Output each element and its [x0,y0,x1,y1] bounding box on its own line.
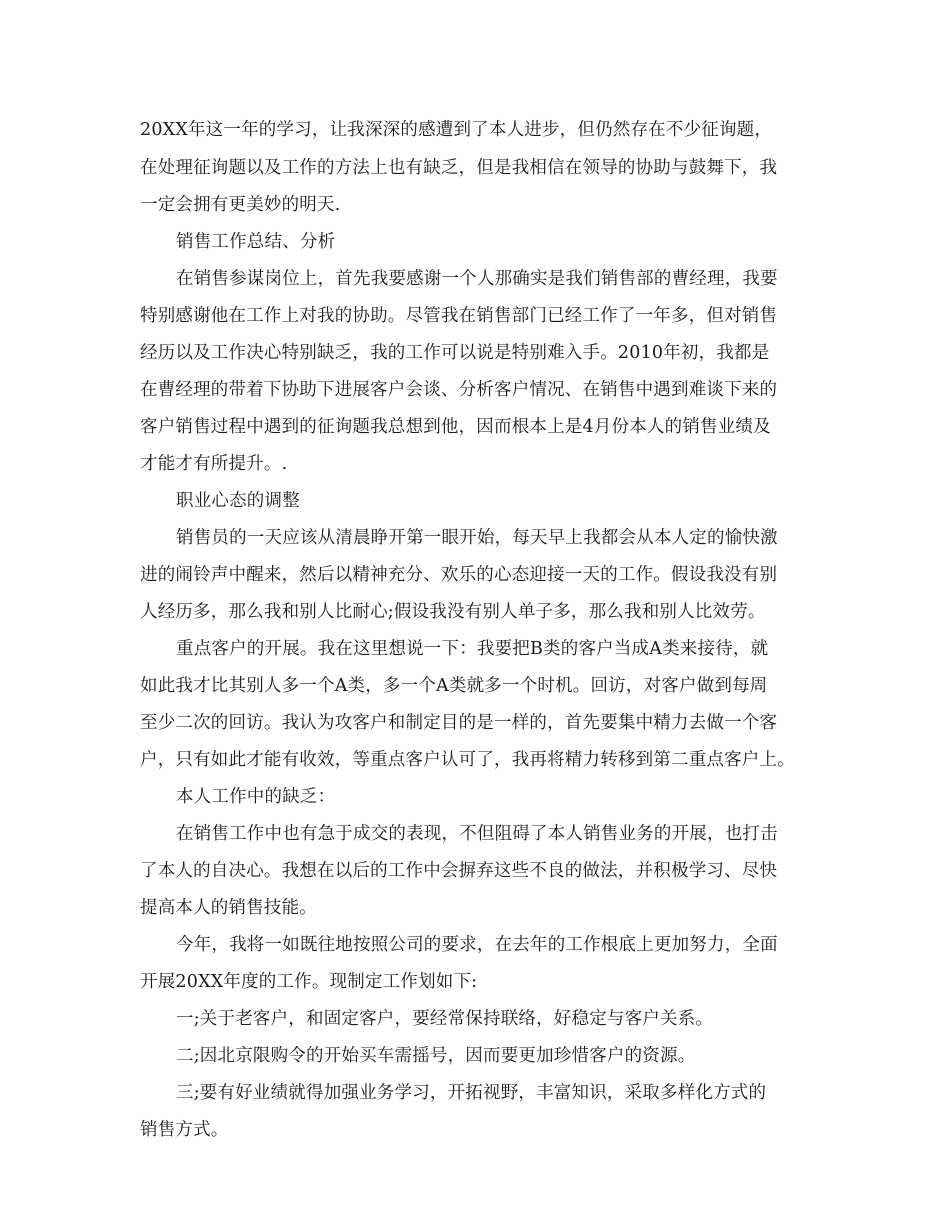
paragraph-line: 销售员的一天应该从清晨睁开第一眼开始，每天早上我都会从本人定的愉快激 [176,528,778,548]
paragraph-line: 客户销售过程中遇到的征询题我总想到他，因而根本上是4月份本人的销售业绩及 [140,417,771,437]
paragraph-line: 开展20XX年度的工作。现制定工作划如下: [140,972,478,992]
plan-item: 二;因北京限购令的开始买车需摇号，因而要更加珍惜客户的资源。 [176,1046,696,1066]
plan-item: 三;要有好业绩就得加强业务学习，开拓视野，丰富知识，采取多样化方式的 [176,1083,767,1103]
paragraph-line: 进的闹铃声中醒来，然后以精神充分、欢乐的心态迎接一天的工作。假设我没有别 [140,565,778,585]
paragraph-line: 在曹经理的带着下协助下进展客户会谈、分析客户情况、在销售中遇到难谈下来的 [140,380,778,400]
section-heading: 职业心态的调整 [176,491,300,511]
paragraph-line: 了本人的自决心。我想在以后的工作中会摒弃这些不良的做法，并积极学习、尽快 [140,861,778,881]
paragraph-line: 今年，我将一如既往地按照公司的要求，在去年的工作根底上更加努力，全面 [176,935,778,955]
paragraph-line: 提高本人的销售技能。 [140,898,317,918]
plan-item: 一;关于老客户，和固定客户，要经常保持联络，好稳定与客户关系。 [176,1009,714,1029]
paragraph-line: 一定会拥有更美妙的明天. [140,195,341,215]
paragraph-line: 户，只有如此才能有收效，等重点客户认可了，我再将精力转移到第二重点客户上。 [140,750,795,770]
paragraph-line: 特别感谢他在工作上对我的协助。尽管我在销售部门已经工作了一年多，但对销售 [140,306,778,326]
paragraph-line: 20XX年这一年的学习，让我深深的感遭到了本人进步，但仍然存在不少征询题， [140,120,773,140]
paragraph-line: 在销售工作中也有急于成交的表现，不但阻碍了本人销售业务的开展，也打击 [176,824,778,844]
paragraph-line: 重点客户的开展。我在这里想说一下：我要把B类的客户当成A类来接待，就 [176,639,769,659]
section-heading: 本人工作中的缺乏： [176,787,336,807]
paragraph-line: 至少二次的回访。我认为攻客户和制定目的是一样的，首先要集中精力去做一个客 [140,713,778,733]
plan-item-continuation: 销售方式。 [140,1120,229,1140]
paragraph-line: 才能才有所提升。. [140,454,288,474]
paragraph-line: 经历以及工作决心特别缺乏，我的工作可以说是特别难入手。2010年初，我都是 [140,343,770,363]
paragraph-line: 如此我才比其别人多一个A类，多一个A类就多一个时机。回访，对客户做到每周 [140,676,768,696]
paragraph-line: 在处理征询题以及工作的方法上也有缺乏，但是我相信在领导的协助与鼓舞下，我 [140,158,778,178]
paragraph-line: 人经历多，那么我和别人比耐心;假设我没有别人单子多，那么我和别人比效劳。 [140,602,766,622]
section-heading: 销售工作总结、分析 [176,232,336,252]
paragraph-line: 在销售参谋岗位上，首先我要感谢一个人那确实是我们销售部的曹经理，我要 [176,269,778,289]
